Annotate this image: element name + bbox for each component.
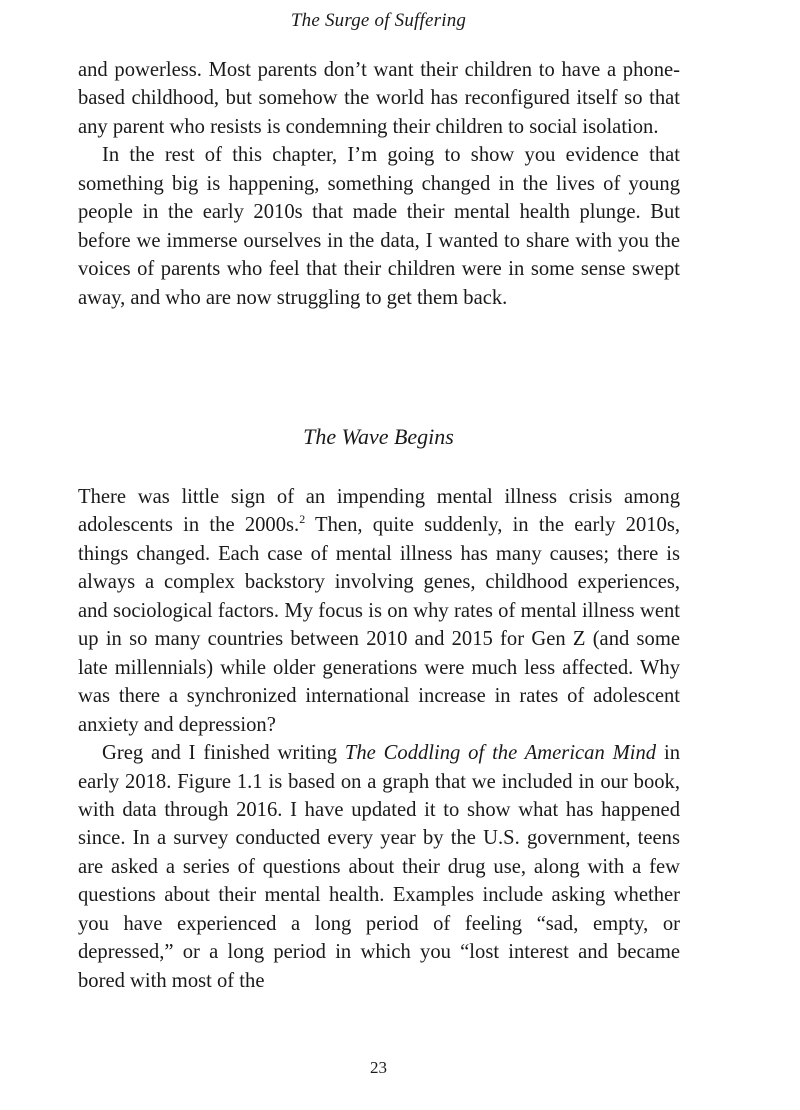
paragraph: and powerless. Most parents don’t want their children to have a phone-based childhood, but somehow the world has reconfigured itself so that any parent who resists is condemning their children to social isolation. [78,59,680,138]
paragraph-text: in early 2018. Figure 1.1 is based on a graph that we included in our book, with data through 2016. I have updated it to show what has happened since. In a survey conducted every year by the U.S. government, teens are asked a series of questions about their drug use, along with a few questions about their mental health. Examples include asking whether you have experienced a long period of feeling “sad, empty, or depressed,” or a long period in which you “lost interest and became bored with most of the [78,742,680,992]
footnote-marker[interactable]: 2 [299,512,306,527]
paragraph: In the rest of this chapter, I’m going to show you evidence that something big is happening, something changed in the lives of young people in the early 2010s that made their mental health plunge. But before we immerse ourselves in the data, I wanted to share with you the voices of parents who feel that their children were in some sense swept away, and who are now struggling to get them back. [78,144,680,309]
text-block-section [78,483,680,995]
text-block-intro [78,56,680,312]
paragraph [78,739,680,995]
paragraph-text: Then, quite suddenly, in the early 2010s, things changed. Each case of mental illness has many causes; there is always a complex backstory involving genes, childhood experiences, and sociological factors. My focus is on why rates of mental illness went up in so many countries between 2010 and 2015 for Gen Z (and some late millennials) while older generations were much less affected. Why was there a synchronized international increase in rates of adolescent anxiety and depression? [78,514,680,736]
section-heading: The Wave Begins [303,424,454,449]
paragraph-text: There was little sign of an impending mental illness crisis among adolescents in the 2000s. [78,486,680,537]
book-title: The Coddling of the American Mind [344,742,657,765]
paragraph [78,483,680,739]
page-number: 23 [370,1058,387,1077]
paragraph-text: Greg and I finished writing [102,742,345,765]
running-head: The Surge of Suffering [290,10,467,31]
